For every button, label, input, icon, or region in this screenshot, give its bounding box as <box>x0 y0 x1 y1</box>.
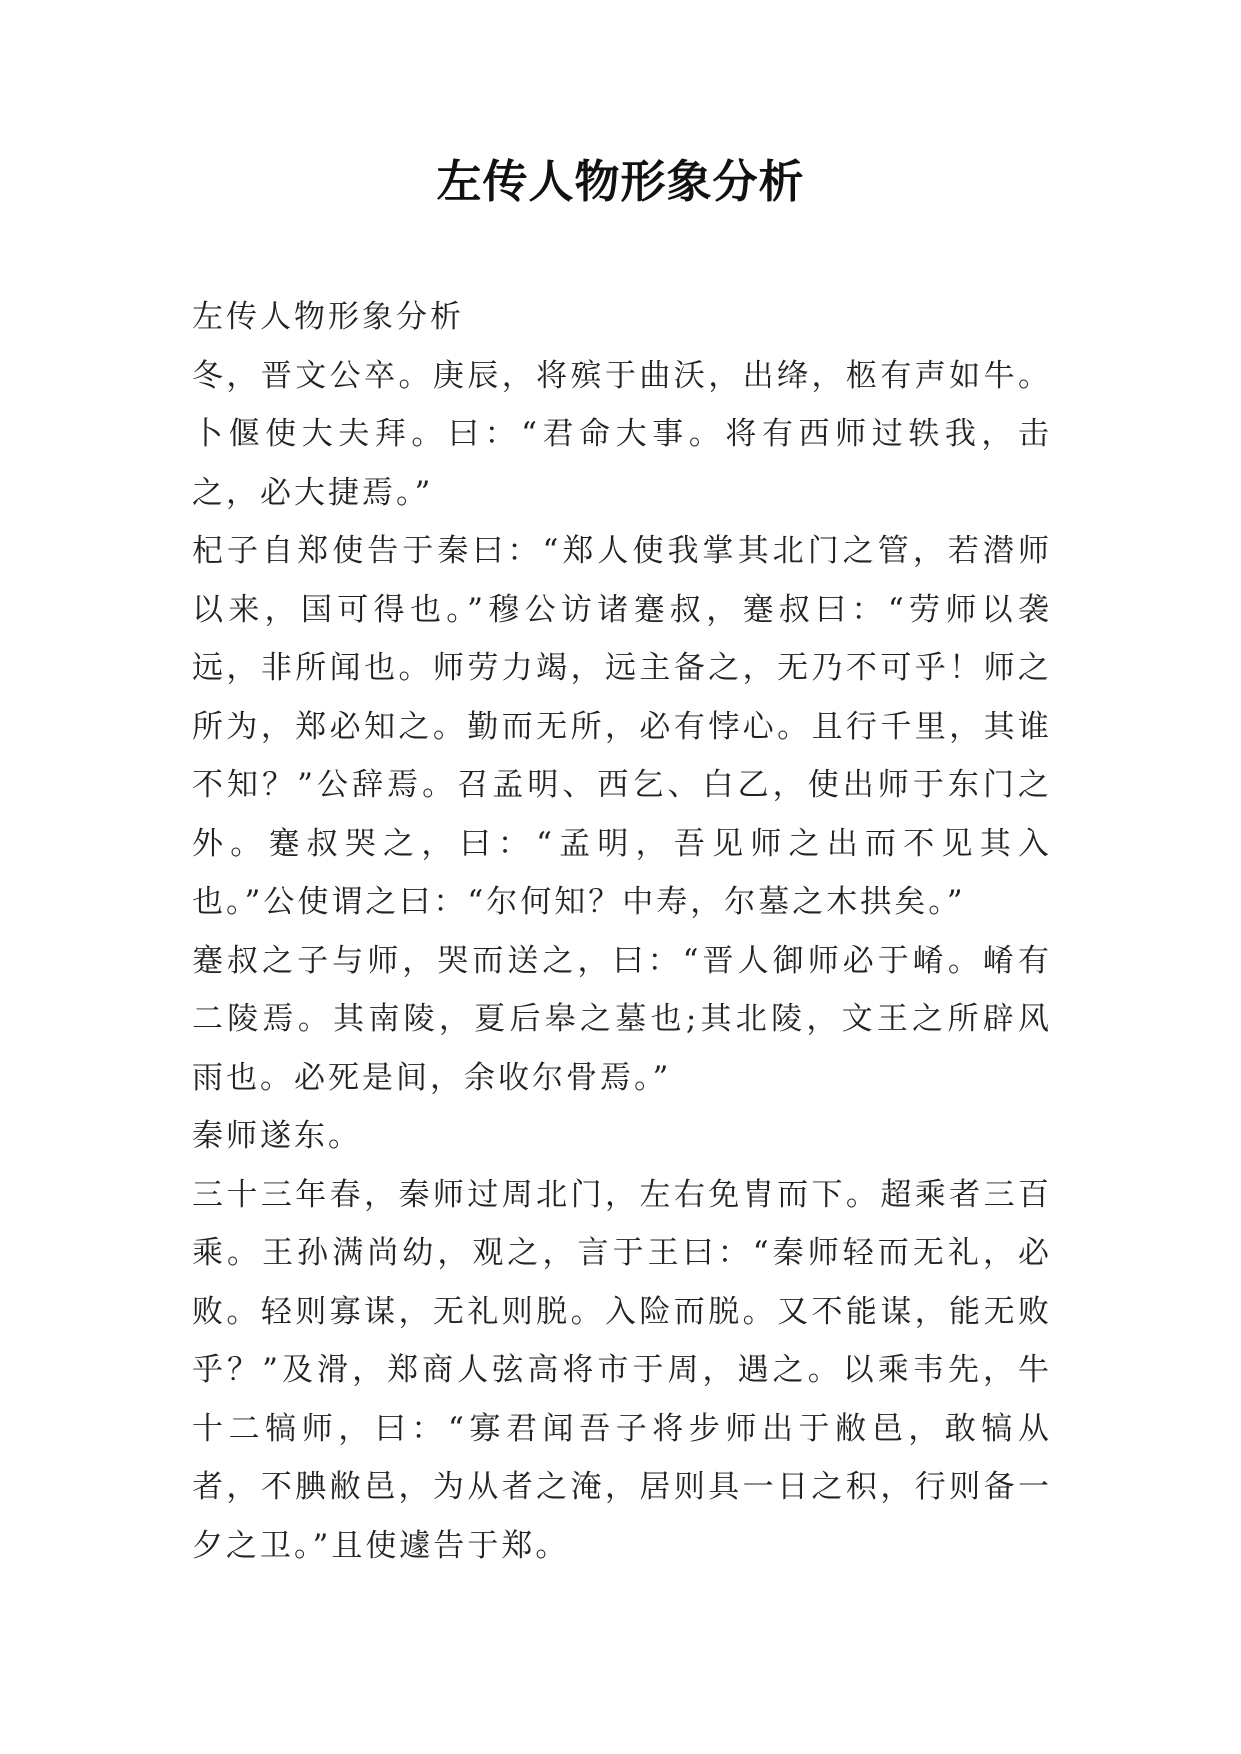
document-body <box>192 288 1052 1575</box>
paragraph: 冬，晋文公卒。庚辰，将殡于曲沃，出绛，柩有声如牛。卜偃使大夫拜。曰：“君命大事。将有西师过轶我，击之，必大捷焉。” <box>192 357 1052 511</box>
paragraph-subtitle: 左传人物形象分析 <box>192 299 464 335</box>
document-title: 左传人物形象分析 <box>436 155 805 208</box>
paragraph: 杞子自郑使告于秦曰：“郑人使我掌其北门之管，若潜师以来，国可得也。”穆公访诸蹇叔，蹇叔曰：“劳师以袭远，非所闻也。师劳力竭，远主备之，无乃不可乎！师之所为，郑必知之。勤而无所，必有悖心。且行千里，其谁不知？”公辞焉。召孟明、西乞、白乙，使出师于东门之外。蹇叔哭之，曰：“孟明，吾见师之出而不见其入也。”公使谓之曰：“尔何知？中寿，尔墓之木拱矣。” <box>192 533 1052 920</box>
paragraph: 秦师遂东。 <box>192 1118 362 1154</box>
paragraph: 蹇叔之子与师，哭而送之，曰：“晋人御师必于崤。崤有二陵焉。其南陵，夏后皋之墓也;其北陵，文王之所辟风雨也。必死是间，余收尔骨焉。” <box>192 942 1052 1096</box>
paragraph: 三十三年春，秦师过周北门，左右免胄而下。超乘者三百乘。王孙满尚幼，观之，言于王曰：“秦师轻而无礼，必败。轻则寡谋，无礼则脱。入险而脱。又不能谋，能无败乎？”及滑，郑商人弦高将市于周，遇之。以乘韦先，牛十二犒师，曰：“寡君闻吾子将步师出于敝邑，敢犒从者，不腆敝邑，为从者之淹，居则具一日之积，行则备一夕之卫。”且使遽告于郑。 <box>192 1176 1052 1564</box>
